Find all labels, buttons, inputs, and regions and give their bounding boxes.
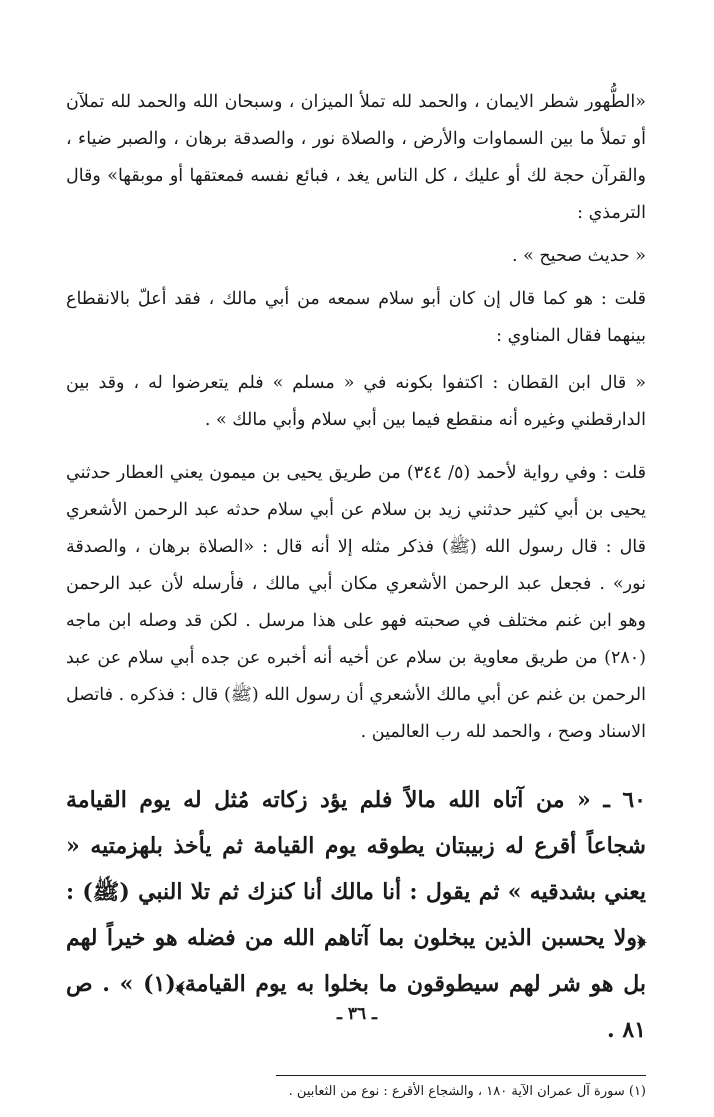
footnote-divider <box>276 1075 646 1076</box>
page-number: ـ ٣٦ ـ <box>336 1004 378 1024</box>
hadith-60-paragraph: ٦٠ ـ « من آتاه الله مالاً فلم يؤد زكاته مُثل له يوم القيامة شجاعاً أقرع له زبيبتان يطوقه يوم القيامة ثم يأخذ بلهزمتيه « يعني بشدقيه » ثم يقول : أنا مالك أنا كنزك ثم تلا النبي (ﷺ) : ﴿ولا يحسبن الذين يبخلون بما آتاهم الله من فضله هو خيراً لهم بل هو شر لهم سيطوقون ما بخلوا به يوم القيامة﴾(١) » . ص ٨١ . <box>66 787 646 1043</box>
page-body <box>66 84 646 1117</box>
munawi-quote-paragraph: « قال ابن القطان : اكتفوا بكونه في « مسلم » فلم يتعرضوا له ، وقد بين الدارقطني وغيره أنه منقطع فيما بين أبي سلام وأبي مالك » . <box>66 373 646 430</box>
commentary-paragraph-2: قلت : وفي رواية لأحمد (٥/ ٣٤٤) من طريق يحيى بن ميمون يعني العطار حدثني يحيى بن أبي كثير حدثني زيد بن سلام عن أبي سلام حدثه عبد الرحمن الأشعري قال : قال رسول الله (ﷺ) فذكر مثله إلا أنه قال : «الصلاة برهان ، والصدقة نور» . فجعل عبد الرحمن الأشعري مكان أبي مالك ، فأرسله لأن عبد الرحمن وهو ابن غنم مختلف في صحبته فهو على هذا مرسل . لكن قد وصله ابن ماجه (٢٨٠) من طريق معاوية بن سلام عن أخيه أنه أخبره عن جده أبي سلام عن عبد الرحمن بن غنم عن أبي مالك الأشعري أن رسول الله (ﷺ) قال : فذكره . فاتصل الاسناد وصح ، والحمد لله رب العالمين . <box>66 463 646 742</box>
commentary-paragraph-1: قلت : هو كما قال إن كان أبو سلام سمعه من أبي مالك ، فقد أعلّ بالانقطاع بينهما فقال المناوي : <box>66 289 646 346</box>
footnote: (١) سورة آل عمران الآية ١٨٠ ، والشجاع الأقرع : نوع من الثعابين . <box>288 1084 646 1099</box>
tirmidhi-verdict: « حديث صحيح » . <box>511 246 646 266</box>
hadith-text-paragraph: «الطُّهور شطر الايمان ، والحمد لله تملأ الميزان ، وسبحان الله والحمد لله تملآن أو تملأ ما بين السماوات والأرض ، والصلاة نور ، والصدقة برهان ، والصبر ضياء ، والقرآن حجة لك أو عليك ، كل الناس يغد ، فبائع نفسه فمعتقها أو موبقها» وقال الترمذي : <box>66 92 646 223</box>
